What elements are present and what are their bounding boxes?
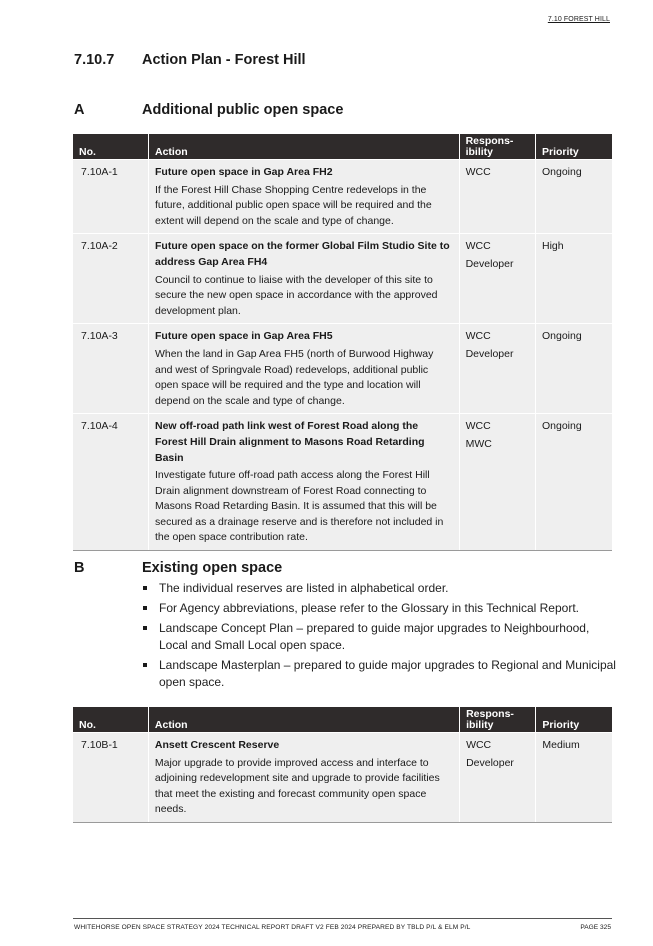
responsibility-agency: WCC	[465, 166, 491, 178]
list-item: For Agency abbreviations, please refer to the Glossary in this Technical Report.	[142, 600, 617, 617]
bullet-icon	[143, 626, 147, 630]
row-priority: Ongoing	[536, 414, 613, 551]
action-description: Major upgrade to provide improved access and interface to adjoining redevelopment site and upgrade to provide facilities that meet the existing and forecast community open space needs.	[154, 756, 440, 816]
footer-text: WHITEHORSE OPEN SPACE STRATEGY 2024 TECHNICAL REPORT DRAFT V2 FEB 2024 PREPARED BY TBLD P/L & ELM P/L	[74, 924, 471, 931]
action-description: If the Forest Hill Chase Shopping Centre redevelops in the future, additional public open space will be required and the extent will depend on the scale and type of change.	[155, 183, 432, 227]
responsibility-agency: WCC	[465, 330, 491, 343]
footer-divider	[73, 918, 612, 919]
action-description: When the land in Gap Area FH5 (north of Burwood Highway and west of Springvale Road) redevelops, additional public open space will be required and the type and location will depend on the scale and type of change.	[155, 347, 434, 407]
main-heading-number: 7.10.7	[74, 52, 115, 68]
action-description: Investigate future off-road path access along the Forest Hill Drain alignment downstream of Forest Road connecting to Masons Road Retarding Basin. It is assumed that this will be secured as a drainage reserve and is therefore not included in the open space contribution rate.	[155, 469, 444, 544]
action-title: New off-road path link west of Forest Road along the Forest Hill Drain alignment to Masons Road Retarding Basin	[155, 420, 425, 464]
main-heading-title: Action Plan - Forest Hill	[142, 52, 306, 68]
section-a-title: Additional public open space	[142, 102, 344, 118]
row-priority: High	[536, 234, 613, 324]
action-title: Future open space in Gap Area FH2	[155, 166, 333, 178]
list-item: Landscape Concept Plan – prepared to guide major upgrades to Neighbourhood, Local and Small Local open space.	[142, 620, 617, 654]
responsibility-agency: Developer	[465, 257, 514, 270]
col-header-action: Action	[148, 707, 459, 733]
col-header-responsibility: Respons- ibility	[459, 134, 535, 160]
row-action	[149, 414, 460, 551]
notes-list	[142, 580, 617, 694]
page-number: PAGE 325	[580, 924, 611, 931]
row-responsibility	[459, 324, 535, 414]
row-priority: Medium	[536, 733, 612, 823]
row-action	[149, 324, 460, 414]
row-number: 7.10A-3	[73, 324, 149, 414]
table-row	[73, 234, 612, 324]
section-a-letter: A	[74, 102, 85, 118]
row-priority: Ongoing	[536, 160, 613, 234]
row-number: 7.10A-2	[73, 234, 149, 324]
action-title: Ansett Crescent Reserve	[154, 739, 280, 751]
responsibility-agency: WCC	[466, 739, 492, 751]
table-row	[73, 160, 612, 234]
responsibility-agency: WCC	[465, 240, 491, 253]
responsibility-agency: Developer	[465, 347, 514, 360]
running-header: 7.10 FOREST HILL	[547, 16, 610, 23]
responsibility-agency: MWC	[465, 437, 492, 450]
col-header-priority: Priority	[536, 134, 613, 160]
bullet-icon	[143, 663, 147, 667]
list-item: Landscape Masterplan – prepared to guide major upgrades to Regional and Municipal open space.	[142, 657, 617, 691]
main-heading	[74, 52, 306, 68]
row-number: 7.10A-1	[73, 160, 149, 234]
row-action	[149, 234, 460, 324]
list-item: The individual reserves are listed in alphabetical order.	[142, 580, 617, 597]
section-b-heading	[74, 560, 282, 576]
col-header-responsibility: Respons- ibility	[460, 707, 536, 733]
table-row	[73, 324, 612, 414]
action-table-a	[73, 134, 612, 551]
row-action	[148, 733, 459, 823]
row-number: 7.10B-1	[73, 733, 148, 823]
responsibility-agency: WCC	[465, 420, 491, 433]
section-b-letter: B	[74, 560, 85, 576]
bullet-icon	[143, 606, 147, 610]
row-number: 7.10A-4	[73, 414, 149, 551]
action-table-b	[73, 707, 612, 823]
table-row	[73, 733, 612, 823]
row-responsibility	[460, 733, 536, 823]
action-title: Future open space on the former Global Film Studio Site to address Gap Area FH4	[155, 240, 450, 268]
responsibility-agency: Developer	[466, 756, 514, 769]
row-action	[149, 160, 460, 234]
bullet-icon	[143, 586, 147, 590]
col-header-no: No.	[73, 134, 149, 160]
col-header-priority: Priority	[536, 707, 612, 733]
action-title: Future open space in Gap Area FH5	[155, 330, 333, 343]
table-row	[73, 414, 612, 551]
col-header-action: Action	[149, 134, 460, 160]
row-priority: Ongoing	[536, 324, 613, 414]
row-responsibility	[459, 234, 535, 324]
section-a-heading	[74, 102, 343, 118]
col-header-no: No.	[73, 707, 148, 733]
action-description: Council to continue to liaise with the developer of this site to secure the new open space in accordance with the approved development plan.	[155, 273, 438, 317]
section-b-title: Existing open space	[142, 560, 283, 576]
row-responsibility	[459, 160, 535, 234]
row-responsibility	[459, 414, 535, 551]
